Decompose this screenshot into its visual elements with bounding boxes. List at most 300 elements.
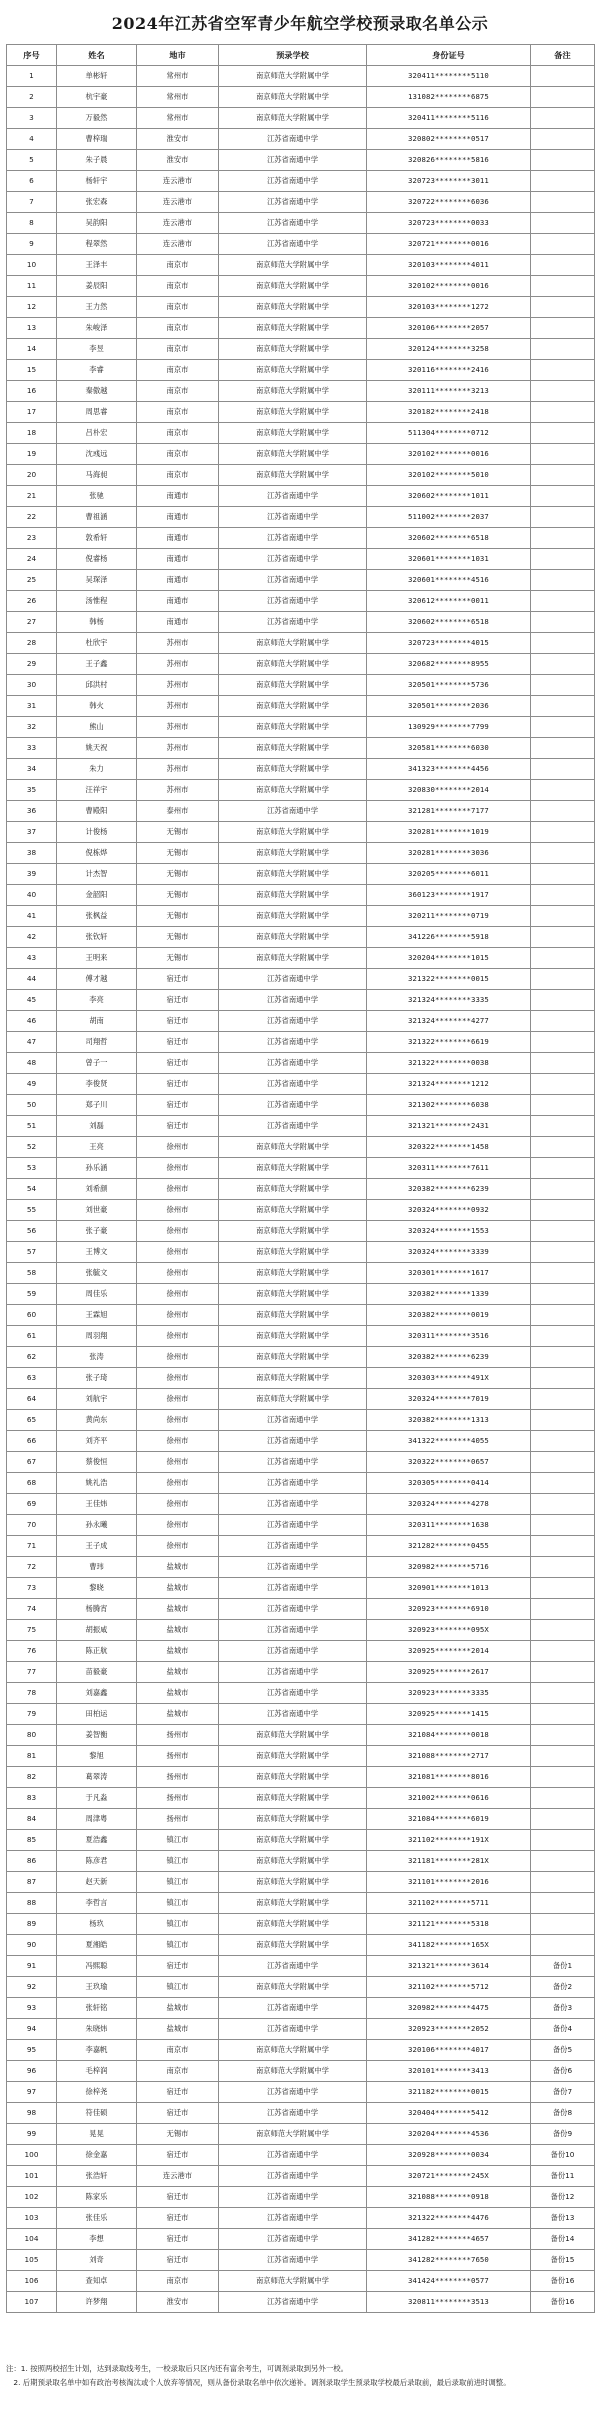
table-row xyxy=(7,717,595,738)
document-title: 2024年江苏省空军青少年航空学校预录取名单公示 xyxy=(111,13,489,33)
cell-id-number: 320281********3036 xyxy=(367,843,531,864)
footnote-line-1 xyxy=(6,2362,594,2375)
cell-id-number: 321088********2717 xyxy=(367,1746,531,1767)
cell-remark: 备份5 xyxy=(531,2040,595,2061)
cell-remark xyxy=(531,906,595,927)
cell-name: 李想 xyxy=(57,2229,137,2250)
cell-id-number: 320322********1458 xyxy=(367,1137,531,1158)
table-row xyxy=(7,1704,595,1725)
cell-name: 沈彧远 xyxy=(57,444,137,465)
cell-school: 南京师范大学附属中学 xyxy=(219,66,367,87)
cell-serial: 37 xyxy=(7,822,57,843)
cell-id-number: 320723********0033 xyxy=(367,213,531,234)
cell-id-number: 320324********0932 xyxy=(367,1200,531,1221)
cell-city: 盐城市 xyxy=(137,1578,219,1599)
cell-city: 常州市 xyxy=(137,87,219,108)
cell-serial: 55 xyxy=(7,1200,57,1221)
cell-remark xyxy=(531,990,595,1011)
cell-id-number: 320301********1617 xyxy=(367,1263,531,1284)
cell-name: 刘磊 xyxy=(57,1116,137,1137)
cell-serial: 32 xyxy=(7,717,57,738)
table-row xyxy=(7,297,595,318)
cell-serial: 91 xyxy=(7,1956,57,1977)
cell-id-number: 320106********2057 xyxy=(367,318,531,339)
cell-name: 周思睿 xyxy=(57,402,137,423)
cell-serial: 97 xyxy=(7,2082,57,2103)
cell-id-number: 321182********0015 xyxy=(367,2082,531,2103)
cell-school: 南京师范大学附属中学 xyxy=(219,633,367,654)
cell-name: 王泽丰 xyxy=(57,255,137,276)
cell-city: 南京市 xyxy=(137,255,219,276)
cell-name: 杨玖 xyxy=(57,1914,137,1935)
cell-remark: 备份4 xyxy=(531,2019,595,2040)
cell-city: 南京市 xyxy=(137,381,219,402)
cell-name: 李嘉帆 xyxy=(57,2040,137,2061)
cell-remark xyxy=(531,108,595,129)
table-row xyxy=(7,822,595,843)
cell-name: 朱子晨 xyxy=(57,150,137,171)
cell-serial: 102 xyxy=(7,2187,57,2208)
cell-id-number: 511304********0712 xyxy=(367,423,531,444)
cell-remark xyxy=(531,381,595,402)
cell-id-number: 320602********6518 xyxy=(367,612,531,633)
cell-city: 连云港市 xyxy=(137,234,219,255)
cell-name: 晃晃 xyxy=(57,2124,137,2145)
cell-serial: 104 xyxy=(7,2229,57,2250)
cell-name: 曹梓瑞 xyxy=(57,129,137,150)
cell-id-number: 320382********6239 xyxy=(367,1347,531,1368)
cell-name: 朱晓炜 xyxy=(57,2019,137,2040)
cell-name: 夏湘皓 xyxy=(57,1935,137,1956)
cell-remark xyxy=(531,1011,595,1032)
cell-remark xyxy=(531,213,595,234)
cell-name: 司翔哲 xyxy=(57,1032,137,1053)
cell-serial: 73 xyxy=(7,1578,57,1599)
cell-serial: 43 xyxy=(7,948,57,969)
cell-school: 南京师范大学附属中学 xyxy=(219,1242,367,1263)
cell-id-number: 320101********3413 xyxy=(367,2061,531,2082)
cell-id-number: 320116********2416 xyxy=(367,360,531,381)
cell-remark xyxy=(531,801,595,822)
cell-serial: 19 xyxy=(7,444,57,465)
cell-remark xyxy=(531,1662,595,1683)
cell-remark xyxy=(531,192,595,213)
table-row xyxy=(7,1347,595,1368)
cell-serial: 8 xyxy=(7,213,57,234)
cell-id-number: 320501********2036 xyxy=(367,696,531,717)
cell-city: 南京市 xyxy=(137,360,219,381)
table-row xyxy=(7,885,595,906)
admission-roster-table xyxy=(6,44,595,2313)
cell-city: 南京市 xyxy=(137,2040,219,2061)
header-cell-serial: 序号 xyxy=(7,45,57,66)
cell-school: 江苏省南通中学 xyxy=(219,2103,367,2124)
cell-remark xyxy=(531,654,595,675)
cell-school: 江苏省南通中学 xyxy=(219,1662,367,1683)
table-row xyxy=(7,1788,595,1809)
cell-name: 万毅然 xyxy=(57,108,137,129)
footnote-text-2: 2. 后期预录取名单中如有政治考核淘汰或个人放弃等情况，则从备份录取名单中依次递补。调剂录取学生预录取学校最后录取前，最后录取前进时调整。 xyxy=(13,2378,511,2387)
cell-serial: 21 xyxy=(7,486,57,507)
cell-serial: 44 xyxy=(7,969,57,990)
cell-city: 宿迁市 xyxy=(137,2103,219,2124)
table-row xyxy=(7,2124,595,2145)
cell-remark xyxy=(531,297,595,318)
cell-name: 王子成 xyxy=(57,1536,137,1557)
cell-remark xyxy=(531,633,595,654)
table-row xyxy=(7,1830,595,1851)
cell-remark xyxy=(531,507,595,528)
table-row xyxy=(7,1263,595,1284)
cell-name: 李哲言 xyxy=(57,1893,137,1914)
cell-serial: 64 xyxy=(7,1389,57,1410)
cell-city: 盐城市 xyxy=(137,1599,219,1620)
cell-id-number: 320581********6030 xyxy=(367,738,531,759)
table-row xyxy=(7,843,595,864)
cell-city: 徐州市 xyxy=(137,1137,219,1158)
cell-school: 江苏省南通中学 xyxy=(219,528,367,549)
cell-city: 宿迁市 xyxy=(137,990,219,1011)
cell-city: 南通市 xyxy=(137,549,219,570)
cell-id-number: 321324********3335 xyxy=(367,990,531,1011)
cell-id-number: 320501********5736 xyxy=(367,675,531,696)
cell-name: 刘航宇 xyxy=(57,1389,137,1410)
cell-name: 刘世豪 xyxy=(57,1200,137,1221)
cell-city: 镇江市 xyxy=(137,1977,219,1998)
cell-remark xyxy=(531,1116,595,1137)
cell-school: 南京师范大学附属中学 xyxy=(219,780,367,801)
cell-remark xyxy=(531,423,595,444)
cell-school: 江苏省南通中学 xyxy=(219,1998,367,2019)
cell-serial: 74 xyxy=(7,1599,57,1620)
cell-id-number: 321084********6019 xyxy=(367,1809,531,1830)
cell-name: 傅才越 xyxy=(57,969,137,990)
cell-remark xyxy=(531,549,595,570)
cell-city: 宿迁市 xyxy=(137,1116,219,1137)
cell-serial: 71 xyxy=(7,1536,57,1557)
cell-serial: 11 xyxy=(7,276,57,297)
table-row xyxy=(7,1326,595,1347)
cell-city: 南京市 xyxy=(137,402,219,423)
cell-serial: 27 xyxy=(7,612,57,633)
cell-name: 王博文 xyxy=(57,1242,137,1263)
cell-school: 南京师范大学附属中学 xyxy=(219,87,367,108)
cell-remark xyxy=(531,1935,595,1956)
cell-serial: 84 xyxy=(7,1809,57,1830)
cell-id-number: 130929********7799 xyxy=(367,717,531,738)
cell-remark xyxy=(531,1137,595,1158)
cell-school: 南京师范大学附属中学 xyxy=(219,1305,367,1326)
cell-id-number: 320102********5010 xyxy=(367,465,531,486)
cell-id-number: 321121********5318 xyxy=(367,1914,531,1935)
table-row xyxy=(7,2166,595,2187)
cell-id-number: 321322********4476 xyxy=(367,2208,531,2229)
table-row xyxy=(7,2292,595,2313)
cell-id-number: 321302********6038 xyxy=(367,1095,531,1116)
cell-remark xyxy=(531,969,595,990)
cell-name: 张驰 xyxy=(57,486,137,507)
cell-city: 徐州市 xyxy=(137,1200,219,1221)
cell-name: 曹祖涵 xyxy=(57,507,137,528)
cell-city: 镇江市 xyxy=(137,1851,219,1872)
cell-city: 镇江市 xyxy=(137,1872,219,1893)
cell-serial: 5 xyxy=(7,150,57,171)
cell-name: 曹殿阳 xyxy=(57,801,137,822)
table-row xyxy=(7,1074,595,1095)
cell-school: 南京师范大学附属中学 xyxy=(219,1347,367,1368)
cell-serial: 41 xyxy=(7,906,57,927)
cell-remark xyxy=(531,1347,595,1368)
cell-id-number: 321324********4277 xyxy=(367,1011,531,1032)
cell-remark: 备份14 xyxy=(531,2229,595,2250)
table-row xyxy=(7,1284,595,1305)
footnote xyxy=(6,2362,594,2390)
cell-school: 江苏省南通中学 xyxy=(219,150,367,171)
cell-serial: 86 xyxy=(7,1851,57,1872)
cell-serial: 23 xyxy=(7,528,57,549)
cell-serial: 76 xyxy=(7,1641,57,1662)
cell-city: 徐州市 xyxy=(137,1242,219,1263)
cell-id-number: 320601********4516 xyxy=(367,570,531,591)
cell-city: 盐城市 xyxy=(137,1998,219,2019)
cell-serial: 75 xyxy=(7,1620,57,1641)
cell-name: 杜欣宇 xyxy=(57,633,137,654)
cell-serial: 6 xyxy=(7,171,57,192)
cell-name: 李亮 xyxy=(57,990,137,1011)
cell-school: 南京师范大学附属中学 xyxy=(219,423,367,444)
table-row xyxy=(7,801,595,822)
cell-school: 江苏省南通中学 xyxy=(219,591,367,612)
cell-serial: 67 xyxy=(7,1452,57,1473)
table-row xyxy=(7,675,595,696)
cell-name: 杭宇豪 xyxy=(57,87,137,108)
cell-city: 南通市 xyxy=(137,591,219,612)
cell-id-number: 320305********0414 xyxy=(367,1473,531,1494)
table-row xyxy=(7,1578,595,1599)
table-row xyxy=(7,864,595,885)
table-row xyxy=(7,612,595,633)
cell-school: 南京师范大学附属中学 xyxy=(219,1977,367,1998)
footnote-text-1: 1. 按照两校招生计划，达到录取线考生，一校录取后只区内还有富余考生，可调剂录取到另外一校。 xyxy=(20,2364,348,2373)
cell-remark xyxy=(531,150,595,171)
cell-school: 江苏省南通中学 xyxy=(219,990,367,1011)
cell-name: 李俊贤 xyxy=(57,1074,137,1095)
cell-school: 江苏省南通中学 xyxy=(219,1599,367,1620)
cell-remark: 备份16 xyxy=(531,2292,595,2313)
cell-serial: 79 xyxy=(7,1704,57,1725)
cell-remark: 备份3 xyxy=(531,1998,595,2019)
cell-school: 江苏省南通中学 xyxy=(219,1431,367,1452)
cell-remark xyxy=(531,276,595,297)
cell-id-number: 320111********3213 xyxy=(367,381,531,402)
table-row xyxy=(7,1767,595,1788)
cell-name: 杨腾宵 xyxy=(57,1599,137,1620)
cell-school: 南京师范大学附属中学 xyxy=(219,1389,367,1410)
cell-school: 江苏省南通中学 xyxy=(219,1011,367,1032)
cell-serial: 98 xyxy=(7,2103,57,2124)
cell-school: 南京师范大学附属中学 xyxy=(219,255,367,276)
cell-id-number: 320211********0719 xyxy=(367,906,531,927)
cell-remark xyxy=(531,612,595,633)
cell-remark xyxy=(531,1830,595,1851)
cell-id-number: 320802********0517 xyxy=(367,129,531,150)
cell-name: 马海昶 xyxy=(57,465,137,486)
cell-school: 江苏省南通中学 xyxy=(219,1641,367,1662)
cell-remark xyxy=(531,1725,595,1746)
cell-id-number: 320404********5412 xyxy=(367,2103,531,2124)
cell-school: 江苏省南通中学 xyxy=(219,1683,367,1704)
cell-serial: 95 xyxy=(7,2040,57,2061)
cell-name: 张宏森 xyxy=(57,192,137,213)
cell-city: 无锡市 xyxy=(137,822,219,843)
table-row xyxy=(7,1935,595,1956)
cell-remark xyxy=(531,255,595,276)
table-row xyxy=(7,906,595,927)
cell-school: 南京师范大学附属中学 xyxy=(219,1788,367,1809)
table-row xyxy=(7,1368,595,1389)
table-row xyxy=(7,234,595,255)
cell-remark xyxy=(531,1242,595,1263)
cell-serial: 62 xyxy=(7,1347,57,1368)
table-row xyxy=(7,444,595,465)
cell-city: 苏州市 xyxy=(137,738,219,759)
cell-city: 连云港市 xyxy=(137,213,219,234)
cell-remark xyxy=(531,1767,595,1788)
cell-serial: 12 xyxy=(7,297,57,318)
table-row xyxy=(7,1641,595,1662)
cell-school: 南京师范大学附属中学 xyxy=(219,1935,367,1956)
cell-school: 南京师范大学附属中学 xyxy=(219,1326,367,1347)
cell-city: 徐州市 xyxy=(137,1179,219,1200)
cell-id-number: 320103********1272 xyxy=(367,297,531,318)
cell-city: 徐州市 xyxy=(137,1158,219,1179)
cell-city: 徐州市 xyxy=(137,1536,219,1557)
cell-remark xyxy=(531,1053,595,1074)
cell-city: 盐城市 xyxy=(137,2019,219,2040)
cell-name: 姚礼浩 xyxy=(57,1473,137,1494)
table-row xyxy=(7,423,595,444)
cell-serial: 85 xyxy=(7,1830,57,1851)
cell-school: 江苏省南通中学 xyxy=(219,2250,367,2271)
cell-city: 镇江市 xyxy=(137,1935,219,1956)
cell-school: 江苏省南通中学 xyxy=(219,2166,367,2187)
cell-id-number: 320721********0016 xyxy=(367,234,531,255)
cell-remark xyxy=(531,1851,595,1872)
cell-id-number: 320682********8955 xyxy=(367,654,531,675)
cell-city: 盐城市 xyxy=(137,1641,219,1662)
cell-serial: 29 xyxy=(7,654,57,675)
cell-school: 南京师范大学附属中学 xyxy=(219,1158,367,1179)
cell-name: 韩火 xyxy=(57,696,137,717)
cell-id-number: 320722********6036 xyxy=(367,192,531,213)
cell-city: 宿迁市 xyxy=(137,2250,219,2271)
cell-serial: 46 xyxy=(7,1011,57,1032)
table-row xyxy=(7,2145,595,2166)
cell-remark: 备份16 xyxy=(531,2271,595,2292)
cell-id-number: 321321********3614 xyxy=(367,1956,531,1977)
cell-id-number: 341282********7650 xyxy=(367,2250,531,2271)
table-row xyxy=(7,2271,595,2292)
table-row xyxy=(7,2250,595,2271)
cell-id-number: 320721********245X xyxy=(367,2166,531,2187)
cell-name: 张子琦 xyxy=(57,1368,137,1389)
cell-remark xyxy=(531,591,595,612)
cell-remark xyxy=(531,1179,595,1200)
cell-city: 盐城市 xyxy=(137,1683,219,1704)
table-row xyxy=(7,1389,595,1410)
cell-name: 夏浩鑫 xyxy=(57,1830,137,1851)
cell-remark xyxy=(531,885,595,906)
cell-school: 江苏省南通中学 xyxy=(219,1956,367,1977)
cell-serial: 4 xyxy=(7,129,57,150)
table-row xyxy=(7,150,595,171)
cell-school: 江苏省南通中学 xyxy=(219,1032,367,1053)
cell-serial: 48 xyxy=(7,1053,57,1074)
cell-city: 南通市 xyxy=(137,507,219,528)
table-row xyxy=(7,633,595,654)
cell-id-number: 320281********1019 xyxy=(367,822,531,843)
cell-id-number: 320382********1313 xyxy=(367,1410,531,1431)
cell-id-number: 360123********1917 xyxy=(367,885,531,906)
cell-school: 南京师范大学附属中学 xyxy=(219,1200,367,1221)
cell-serial: 35 xyxy=(7,780,57,801)
cell-name: 汤惟程 xyxy=(57,591,137,612)
cell-id-number: 321321********2431 xyxy=(367,1116,531,1137)
cell-remark: 备份13 xyxy=(531,2208,595,2229)
cell-name: 王亮 xyxy=(57,1137,137,1158)
table-row xyxy=(7,549,595,570)
cell-city: 徐州市 xyxy=(137,1431,219,1452)
cell-serial: 31 xyxy=(7,696,57,717)
cell-serial: 45 xyxy=(7,990,57,1011)
cell-id-number: 320925********2014 xyxy=(367,1641,531,1662)
cell-school: 南京师范大学附属中学 xyxy=(219,864,367,885)
cell-city: 宿迁市 xyxy=(137,2187,219,2208)
cell-remark xyxy=(531,843,595,864)
cell-serial: 22 xyxy=(7,507,57,528)
cell-name: 刘齐平 xyxy=(57,1431,137,1452)
header-cell-id-number: 身份证号 xyxy=(367,45,531,66)
cell-remark xyxy=(531,1641,595,1662)
cell-school: 南京师范大学附属中学 xyxy=(219,276,367,297)
cell-serial: 65 xyxy=(7,1410,57,1431)
table-row xyxy=(7,1998,595,2019)
table-row xyxy=(7,2061,595,2082)
cell-city: 南通市 xyxy=(137,528,219,549)
cell-school: 南京师范大学附属中学 xyxy=(219,696,367,717)
cell-city: 扬州市 xyxy=(137,1725,219,1746)
cell-city: 徐州市 xyxy=(137,1305,219,1326)
cell-school: 南京师范大学附属中学 xyxy=(219,906,367,927)
cell-name: 刘希颜 xyxy=(57,1179,137,1200)
cell-id-number: 341424********0577 xyxy=(367,2271,531,2292)
cell-serial: 83 xyxy=(7,1788,57,1809)
cell-name: 朱力 xyxy=(57,759,137,780)
cell-school: 江苏省南通中学 xyxy=(219,1578,367,1599)
cell-name: 陈正航 xyxy=(57,1641,137,1662)
cell-remark xyxy=(531,1872,595,1893)
cell-serial: 13 xyxy=(7,318,57,339)
cell-school: 南京师范大学附属中学 xyxy=(219,108,367,129)
cell-remark xyxy=(531,1074,595,1095)
table-row xyxy=(7,570,595,591)
cell-school: 南京师范大学附属中学 xyxy=(219,2271,367,2292)
cell-school: 南京师范大学附属中学 xyxy=(219,1368,367,1389)
cell-name: 周佳乐 xyxy=(57,1284,137,1305)
cell-serial: 96 xyxy=(7,2061,57,2082)
cell-id-number: 321084********0018 xyxy=(367,1725,531,1746)
cell-city: 南京市 xyxy=(137,297,219,318)
